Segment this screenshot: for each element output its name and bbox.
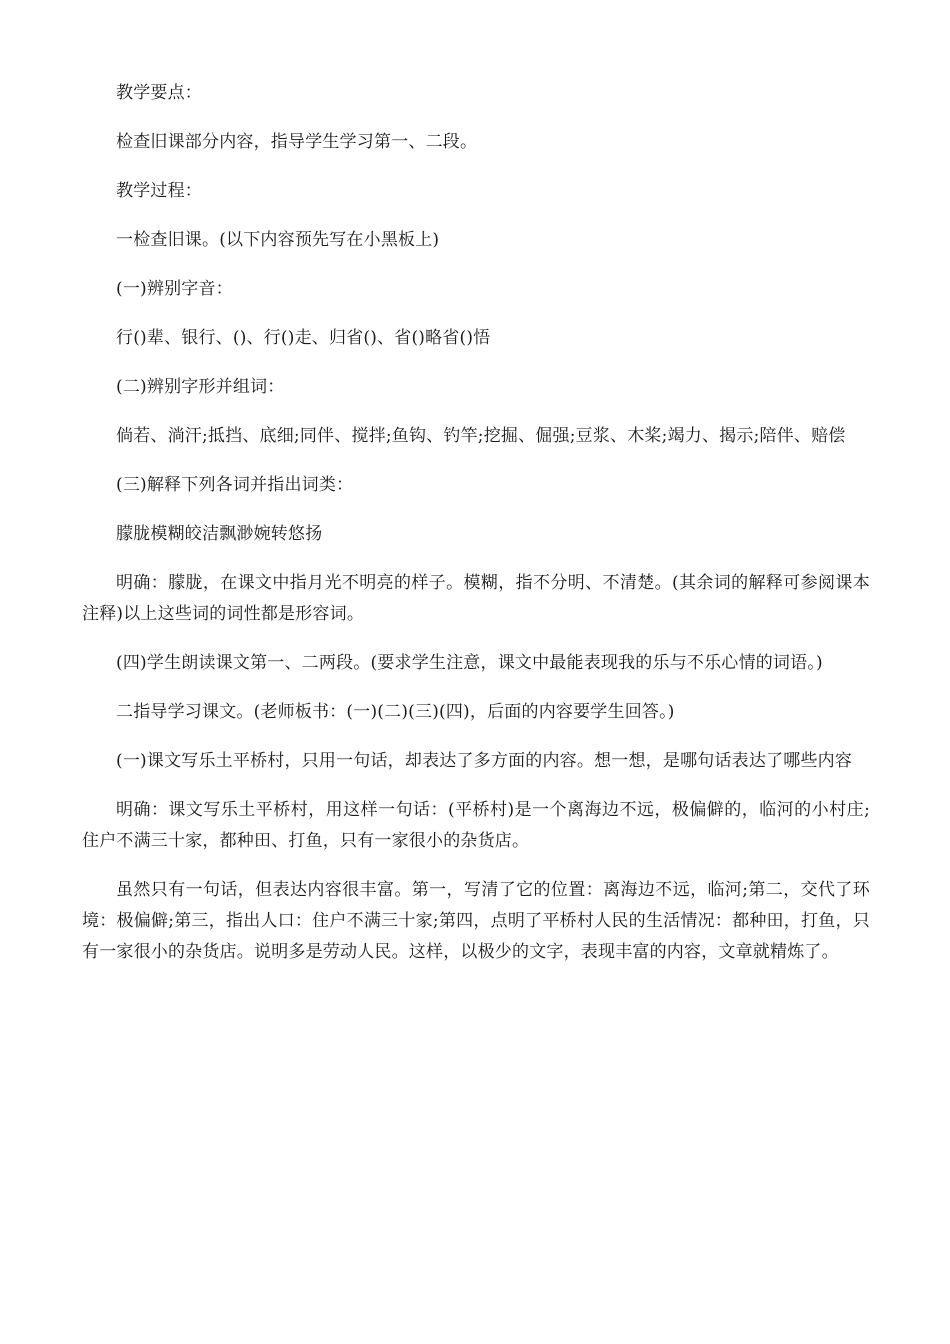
- answer-word-explanation: 明确：朦胧，在课文中指月光不明亮的样子。模糊，指不分明、不清楚。(其余词的解释可参阅课本注释)以上这些词的词性都是形容词。: [82, 573, 870, 624]
- answer-question-one: 明确：课文写乐土平桥村，用这样一句话：(平桥村)是一个离海边不远，极偏僻的，临河的小村庄;住户不满三十家，都种田、打鱼，只有一家很小的杂货店。: [82, 800, 870, 851]
- word-list: 朦胧模糊皎洁飘渺婉转悠扬: [116, 524, 323, 544]
- teaching-points-text: 检查旧课部分内容，指导学生学习第一、二段。: [116, 132, 478, 152]
- step-one-review: 一检查旧课。(以下内容预先写在小黑板上): [116, 230, 440, 250]
- question-one: (一)课文写乐土平桥村，只用一句话，却表达了多方面的内容。想一想，是哪句话表达了哪些内容: [116, 751, 853, 771]
- heading-teaching-points: 教学要点：: [116, 83, 202, 103]
- heading-teaching-process: 教学过程：: [116, 181, 202, 201]
- section-word-explanation: (三)解释下列各词并指出词类：: [116, 475, 354, 495]
- section-reading-aloud: (四)学生朗读课文第一、二两段。(要求学生注意，课文中最能表现我的乐与不乐心情的词语。): [116, 653, 823, 673]
- section-pronunciation: (一)辨别字音：: [116, 279, 233, 299]
- character-form-items: 倘若、淌汗;抵挡、底细;同伴、搅拌;鱼钩、钓竿;挖掘、倔强;豆浆、木桨;竭力、揭示;陪伴、赔偿: [116, 426, 846, 446]
- section-character-forms: (二)辨别字形并组词：: [116, 377, 285, 397]
- analysis-paragraph: 虽然只有一句话，但表达内容很丰富。第一，写清了它的位置：离海边不远，临河;第二，交代了环境：极偏僻;第三，指出人口：住户不满三十家;第四，点明了平桥村人民的生活情况：都种田，打鱼，只有一家很小的杂货店。说明多是劳动人民。这样，以极少的文字，表现丰富的内容，文章就精炼了。: [82, 880, 870, 962]
- step-two-guidance: 二指导学习课文。(老师板书：(一)(二)(三)(四)，后面的内容要学生回答。): [116, 702, 675, 722]
- pronunciation-items: 行()辈、银行、()、行()走、归省()、省()略省()悟: [116, 328, 491, 348]
- document-page: [82, 78, 870, 986]
